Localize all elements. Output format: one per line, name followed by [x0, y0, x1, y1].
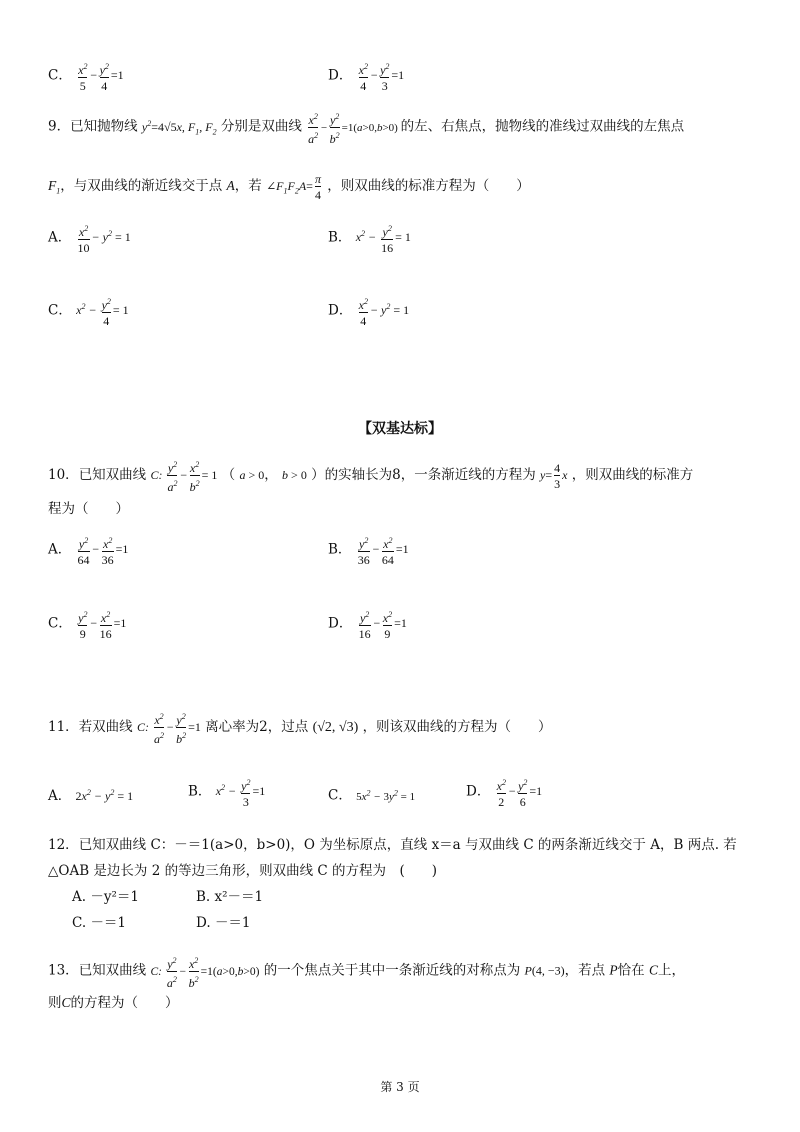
q13-curve-c: C	[648, 962, 658, 978]
q11-option-b: B． $x^2$ − $\frac{y^2}{3}$ =1	[188, 778, 266, 809]
q11-point: (√2, √3)	[312, 719, 359, 735]
q11-option-a-equation: $2x^2 - y^2 = 1$	[75, 788, 134, 803]
q10-hyperbola-equation: C: $\frac{y^2}{a^2}$ − $\frac{x^2}{b^2}$ = 1	[150, 460, 218, 494]
q12-option-d: D. －＝1	[196, 915, 251, 931]
q10-line-2: 程为（ ）	[48, 501, 129, 517]
q10-cond-b: b > 0	[282, 467, 307, 482]
q12-option-c: C. －＝1	[72, 915, 127, 931]
q13-point-p-coords: P(4, −3)	[524, 963, 565, 978]
q10-option-c: C． $\frac{y^2}{9}$ − $\frac{x^2}{16}$ =1	[48, 610, 127, 641]
q11-option-a: A． $2x^2 - y^2 = 1$	[48, 788, 134, 804]
q11-option-c: C． $5x^2 - 3y^2 = 1$	[328, 787, 416, 804]
q9-point-a: A	[226, 177, 235, 193]
q9-option-a: A． $\frac{x^2}{10}$ − $y^2 = 1$	[48, 224, 131, 255]
q10-option-b-equation: $\frac{y^2}{36}$ − $\frac{x^2}{64}$ =1	[357, 536, 409, 567]
q9-f1-symbol: $F_1$	[48, 177, 61, 196]
q9-option-a-equation: $\frac{x^2}{10}$ − $y^2 = 1$	[77, 224, 131, 255]
q8-option-d-equation: $\frac{x^2}{4}$ − $\frac{y^2}{3}$ =1	[358, 62, 405, 93]
q9-parabola-equation: $y^2=4√5x$, $F_1$, $F_2$	[141, 118, 217, 136]
q11-option-d-equation: $\frac{x^2}{2}$ − $\frac{y^2}{6}$ =1	[496, 778, 543, 809]
q10-option-a-equation: $\frac{y^2}{64}$ − $\frac{x^2}{36}$ =1	[77, 536, 129, 567]
q10-cond-a: a > 0	[239, 467, 265, 482]
q12-line-2: △OAB 是边长为 2 的等边三角形，则双曲线 C 的方程为 ( )	[48, 863, 438, 879]
q12-option-b: B. x²－＝1	[196, 889, 264, 905]
q9-line-1: 9．已知抛物线 $y^2=4√5x$, $F_1$, $F_2$ 分别是双曲线 $\frac{x^2}{a^2}$ − $\frac{y^2}{b^2}$ =1(a>0,b>0) 的左、右焦点，抛物线的准线过双曲线的左焦点	[48, 112, 685, 146]
q8-option-c: C． $\frac{x^2}{5}$ − $\frac{y^2}{4}$ =1	[48, 62, 124, 93]
q9-hyperbola-equation: $\frac{x^2}{a^2}$ − $\frac{y^2}{b^2}$ =1(a>0,b>0)	[308, 112, 398, 146]
q13-point-p: P	[609, 962, 618, 978]
q11-line-1: 11．若双曲线 C: $\frac{x^2}{a^2}$ − $\frac{y^2}{b^2}$ =1 离心率为2，过点 (√2, √3) ，则该双曲线的方程为（ ）	[48, 712, 552, 746]
q9-angle-condition: $\angle F_1F_2A=$ $\frac{\pi}{4}$	[266, 172, 321, 202]
page-footer: 第 3 页	[380, 1080, 420, 1094]
q13-curve-c-2: C	[61, 995, 71, 1010]
q13-line-2: 则C的方程为（ ）	[48, 995, 179, 1011]
q9-option-c: C． $x^2$ − $\frac{y^2}{4}$ = 1	[48, 297, 129, 328]
q11-option-c-equation: $5x^2 - 3y^2 = 1$	[356, 788, 416, 803]
q8-option-d: D． $\frac{x^2}{4}$ − $\frac{y^2}{3}$ =1	[328, 62, 405, 93]
q9-option-d: D． $\frac{x^2}{4}$ − $y^2 = 1$	[328, 297, 410, 328]
q10-option-d: D． $\frac{y^2}{16}$ − $\frac{x^2}{9}$ =1	[328, 610, 407, 641]
q9-line-2: $F_1$，与双曲线的渐近线交于点 A，若 $\angle F_1F_2A=$ $\frac{\pi}{4}$ ，则双曲线的标准方程为（ ）	[48, 172, 530, 202]
section-title: 【双基达标】	[358, 421, 442, 437]
q12-option-a: A. －y²＝1	[72, 889, 139, 905]
q10-option-b: B． $\frac{y^2}{36}$ − $\frac{x^2}{64}$ =1	[328, 536, 409, 567]
q9-option-b: B． $x^2$ − $\frac{y^2}{16}$ = 1	[328, 224, 411, 255]
q11-option-d: D． $\frac{x^2}{2}$ − $\frac{y^2}{6}$ =1	[466, 778, 543, 809]
q10-option-a: A． $\frac{y^2}{64}$ − $\frac{x^2}{36}$ =1	[48, 536, 129, 567]
q11-hyperbola-equation: C: $\frac{x^2}{a^2}$ − $\frac{y^2}{b^2}$ =1	[136, 712, 201, 746]
q13-hyperbola-equation: C: $\frac{y^2}{a^2}$ − $\frac{x^2}{b^2}$ =1(a>0,b>0)	[150, 956, 260, 990]
q9-option-b-equation: $x^2$ − $\frac{y^2}{16}$ = 1	[355, 224, 411, 255]
q10-line-1: 10．已知双曲线 C: $\frac{y^2}{a^2}$ − $\frac{x^2}{b^2}$ = 1 （ a > 0， b > 0 ）的实轴长为8，一条渐近线的方程为 y= $\frac{4}{3}$ x ，则双曲线的标准方	[48, 460, 694, 494]
q10-asymptote: y= $\frac{4}{3}$ x	[540, 461, 568, 491]
q13-line-1: 13．已知双曲线 C: $\frac{y^2}{a^2}$ − $\frac{x^2}{b^2}$ =1(a>0,b>0) 的一个焦点关于其中一条渐近线的对称点为 P(4, −3)，若点 P恰在 C上，	[48, 956, 685, 990]
q11-option-b-equation: $x^2$ − $\frac{y^2}{3}$ =1	[215, 778, 266, 809]
q9-option-c-equation: $x^2$ − $\frac{y^2}{4}$ = 1	[76, 297, 129, 328]
q8-option-c-equation: $\frac{x^2}{5}$ − $\frac{y^2}{4}$ =1	[78, 62, 124, 93]
q10-option-c-equation: $\frac{y^2}{9}$ − $\frac{x^2}{16}$ =1	[78, 610, 127, 641]
q10-option-d-equation: $\frac{y^2}{16}$ − $\frac{x^2}{9}$ =1	[358, 610, 407, 641]
q9-option-d-equation: $\frac{x^2}{4}$ − $y^2 = 1$	[358, 297, 410, 328]
q12-line-1: 12．已知双曲线 C：－＝1(a>0，b>0)，O 为坐标原点，直线 x＝a 与双曲线 C 的两条渐近线交于 A，B 两点. 若	[48, 837, 737, 853]
